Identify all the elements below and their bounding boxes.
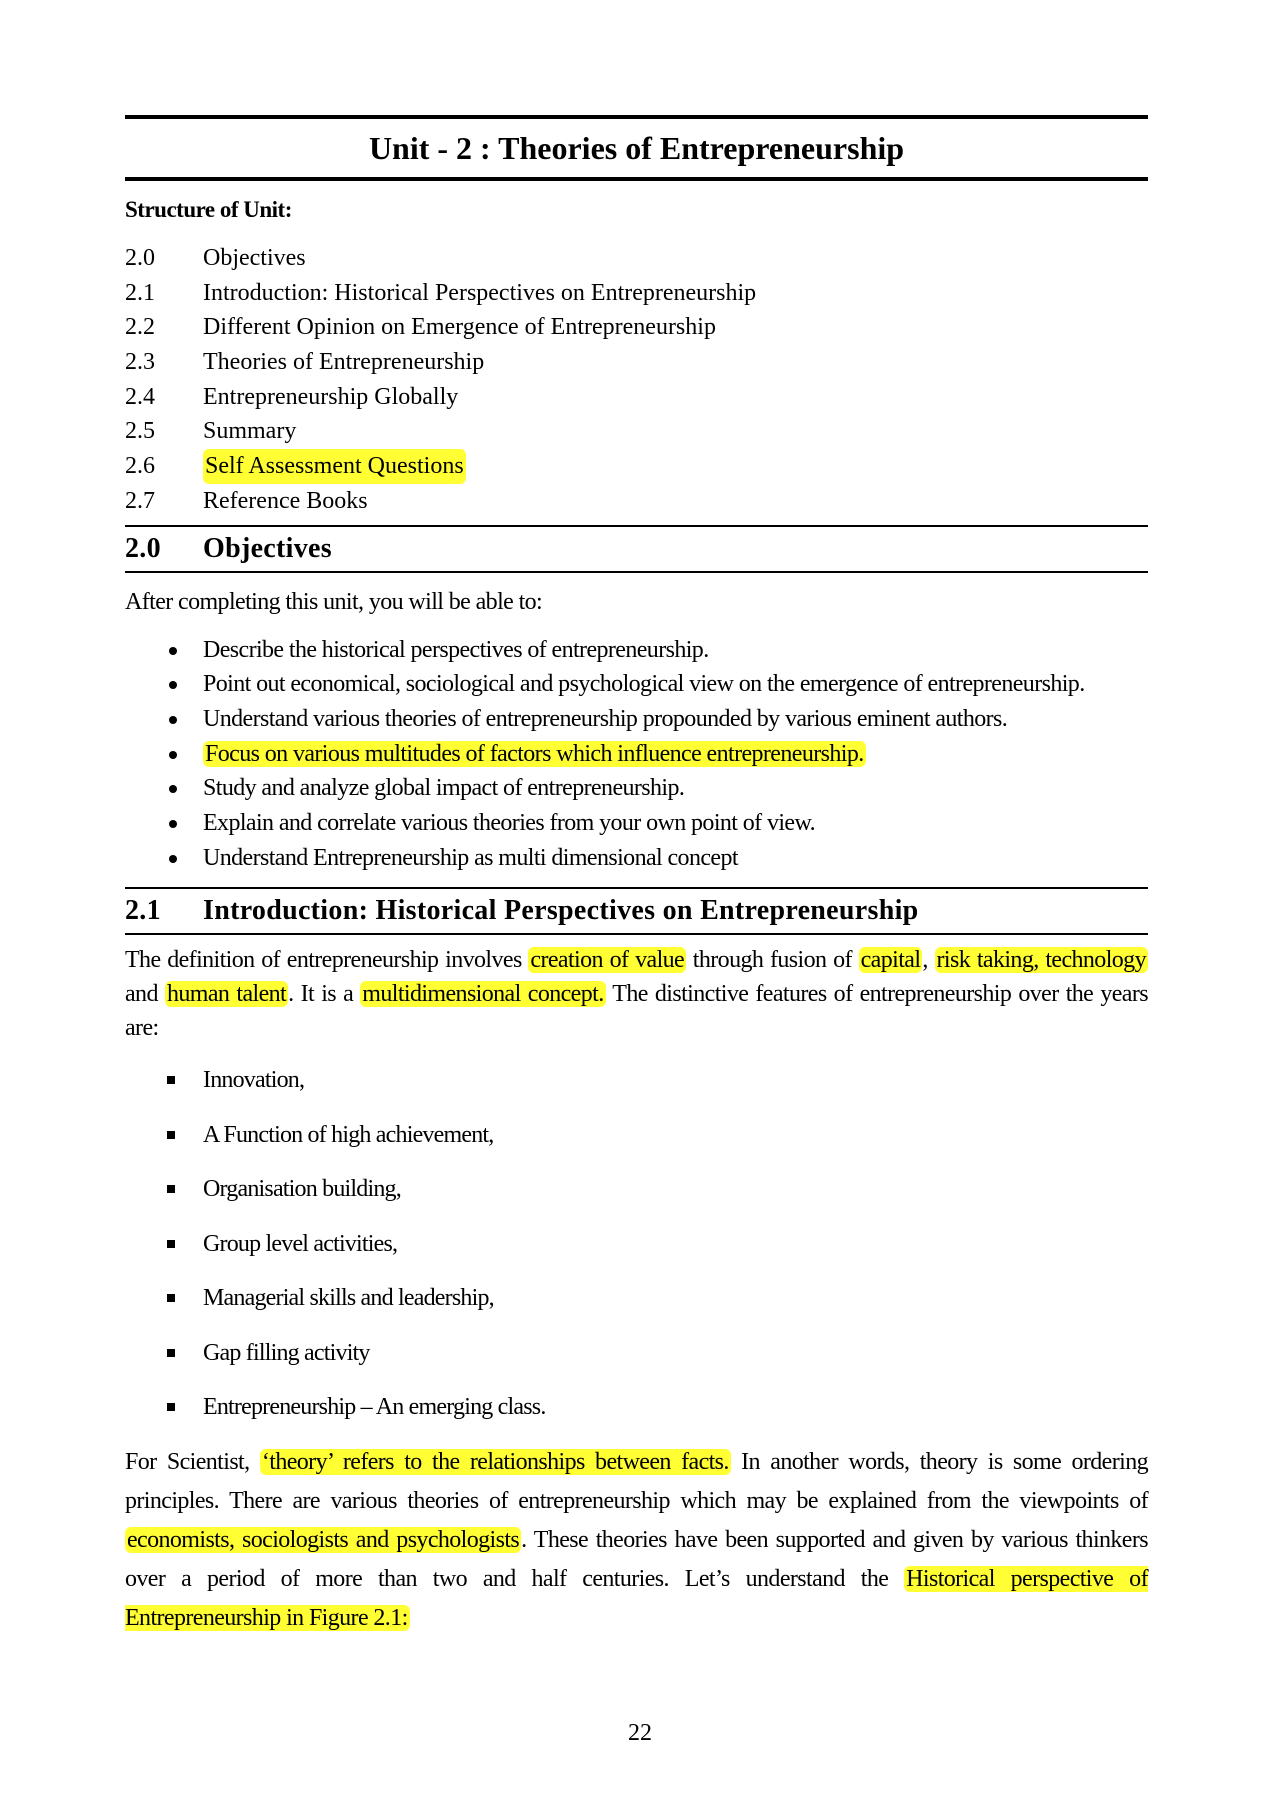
objective-item bbox=[125, 667, 1148, 702]
feature-item bbox=[125, 1281, 1148, 1336]
section-title: Introduction: Historical Perspectives on Entrepreneurship bbox=[203, 895, 919, 927]
toc-label-highlighted: Self Assessment Questions bbox=[203, 449, 466, 484]
toc-item bbox=[125, 484, 1148, 519]
bullet-dot-icon bbox=[169, 785, 177, 793]
bullet-dot-icon bbox=[169, 855, 177, 863]
text-run: For Scientist, bbox=[125, 1448, 260, 1475]
toc-label: Entrepreneurship Globally bbox=[203, 383, 459, 410]
bullet-dot-icon bbox=[169, 647, 177, 655]
feature-text: A Function of high achievement, bbox=[203, 1121, 494, 1148]
table-of-contents bbox=[125, 241, 1148, 519]
feature-item bbox=[125, 1390, 1148, 1445]
toc-label: Reference Books bbox=[203, 487, 368, 514]
text-run: . These theories have been supported and given by various thinkers over a period of more than two and half centuries. Let’s understand the bbox=[125, 1526, 1148, 1592]
feature-text: Innovation, bbox=[203, 1067, 305, 1094]
feature-item bbox=[125, 1118, 1148, 1173]
square-bullet-icon bbox=[167, 1240, 175, 1248]
objective-item bbox=[125, 841, 1148, 876]
highlighted-text: creation of value bbox=[530, 947, 685, 974]
bullet-dot-icon bbox=[169, 681, 177, 689]
feature-item bbox=[125, 1227, 1148, 1282]
features-list bbox=[125, 1063, 1148, 1445]
section-number: 2.1 bbox=[125, 895, 161, 927]
text-run: through fusion of bbox=[686, 947, 859, 974]
feature-item bbox=[125, 1172, 1148, 1227]
unit-title: Unit - 2 : Theories of Entrepreneurship bbox=[368, 130, 905, 166]
toc-number: 2.0 bbox=[125, 245, 155, 271]
toc-item bbox=[125, 414, 1148, 449]
section-title: Objectives bbox=[203, 532, 332, 564]
toc-label: Different Opinion on Emergence of Entrepreneurship bbox=[203, 314, 716, 341]
objectives-intro: After completing this unit, you will be able to: bbox=[125, 588, 543, 615]
feature-text: Entrepreneurship – An emerging class. bbox=[203, 1394, 546, 1421]
page-body bbox=[125, 115, 1148, 1638]
toc-item bbox=[125, 310, 1148, 345]
square-bullet-icon bbox=[167, 1131, 175, 1139]
objectives-list bbox=[125, 633, 1148, 876]
toc-number: 2.6 bbox=[125, 453, 155, 480]
section-number: 2.0 bbox=[125, 532, 161, 564]
title-bottom-rule bbox=[125, 177, 1148, 181]
highlighted-text: ‘theory’ refers to the relationships between facts. bbox=[261, 1448, 729, 1475]
section-rule bbox=[125, 933, 1148, 935]
bullet-dot-icon bbox=[169, 751, 177, 759]
square-bullet-icon bbox=[167, 1076, 175, 1084]
objective-text: Study and analyze global impact of entrepreneurship. bbox=[203, 775, 685, 802]
square-bullet-icon bbox=[167, 1294, 175, 1302]
toc-number: 2.7 bbox=[125, 487, 155, 514]
text-run: In another words, theory is some ordering principles. There are various theories of entrepreneurship which may be explained from the viewpoints of bbox=[125, 1448, 1148, 1514]
structure-heading: Structure of Unit: bbox=[125, 197, 292, 222]
text-run: and bbox=[125, 981, 165, 1008]
toc-number: 2.4 bbox=[125, 383, 155, 410]
feature-text: Gap filling activity bbox=[203, 1339, 370, 1366]
objective-text: Point out economical, sociological and psychological view on the emergence of entrepreneurship. bbox=[203, 671, 1085, 698]
toc-number: 2.3 bbox=[125, 349, 155, 376]
feature-item bbox=[125, 1063, 1148, 1118]
section-heading-introduction bbox=[125, 889, 1148, 933]
objective-text: Understand various theories of entrepreneurship propounded by various eminent authors. bbox=[203, 705, 1008, 732]
text-run: The definition of entrepreneurship involves bbox=[125, 947, 529, 974]
highlighted-text: capital bbox=[860, 947, 921, 974]
highlighted-text: human talent bbox=[166, 981, 287, 1008]
feature-text: Managerial skills and leadership, bbox=[203, 1285, 494, 1312]
objective-item bbox=[125, 806, 1148, 841]
objective-item bbox=[125, 737, 1148, 772]
theory-paragraph bbox=[125, 1443, 1148, 1638]
toc-number: 2.1 bbox=[125, 279, 155, 306]
toc-item bbox=[125, 241, 1148, 276]
objective-item bbox=[125, 702, 1148, 737]
toc-item bbox=[125, 380, 1148, 415]
highlighted-text: Historical perspective of Entrepreneurship in Figure 2.1: bbox=[125, 1565, 1148, 1631]
page-number: 22 bbox=[628, 1720, 652, 1746]
objective-text: Understand Entrepreneurship as multi dimensional concept bbox=[203, 844, 738, 871]
highlighted-text: multidimensional concept. bbox=[362, 981, 604, 1008]
toc-label: Introduction: Historical Perspectives on Entrepreneurship bbox=[203, 279, 757, 306]
toc-label: Summary bbox=[203, 418, 297, 445]
toc-number: 2.2 bbox=[125, 314, 155, 341]
highlighted-text: economists, sociologists and psychologists bbox=[127, 1526, 520, 1553]
toc-label: Objectives bbox=[203, 245, 306, 271]
highlighted-text: risk taking, technology bbox=[936, 947, 1146, 974]
objective-text: Focus on various multitudes of factors which influence entrepreneurship. bbox=[205, 740, 864, 767]
square-bullet-icon bbox=[167, 1403, 175, 1411]
section-heading-objectives bbox=[125, 527, 1148, 571]
objective-item bbox=[125, 633, 1148, 668]
toc-label: Theories of Entrepreneurship bbox=[203, 349, 485, 376]
toc-item bbox=[125, 345, 1148, 380]
objective-text: Describe the historical perspectives of entrepreneurship. bbox=[203, 636, 709, 663]
toc-number: 2.5 bbox=[125, 418, 155, 445]
feature-text: Organisation building, bbox=[203, 1176, 401, 1203]
feature-item bbox=[125, 1336, 1148, 1391]
text-run: , bbox=[922, 947, 935, 974]
toc-item bbox=[125, 276, 1148, 311]
bullet-dot-icon bbox=[169, 820, 177, 828]
objective-text: Explain and correlate various theories from your own point of view. bbox=[203, 809, 816, 836]
square-bullet-icon bbox=[167, 1185, 175, 1193]
section-rule bbox=[125, 571, 1148, 573]
feature-text: Group level activities, bbox=[203, 1230, 398, 1257]
text-run: The distinctive features of entrepreneurship over the years are: bbox=[125, 981, 1148, 1042]
bullet-dot-icon bbox=[169, 716, 177, 724]
intro-paragraph bbox=[125, 943, 1148, 1045]
toc-item bbox=[125, 449, 1148, 484]
objective-item bbox=[125, 771, 1148, 806]
square-bullet-icon bbox=[167, 1349, 175, 1357]
text-run: . It is a bbox=[288, 981, 361, 1008]
